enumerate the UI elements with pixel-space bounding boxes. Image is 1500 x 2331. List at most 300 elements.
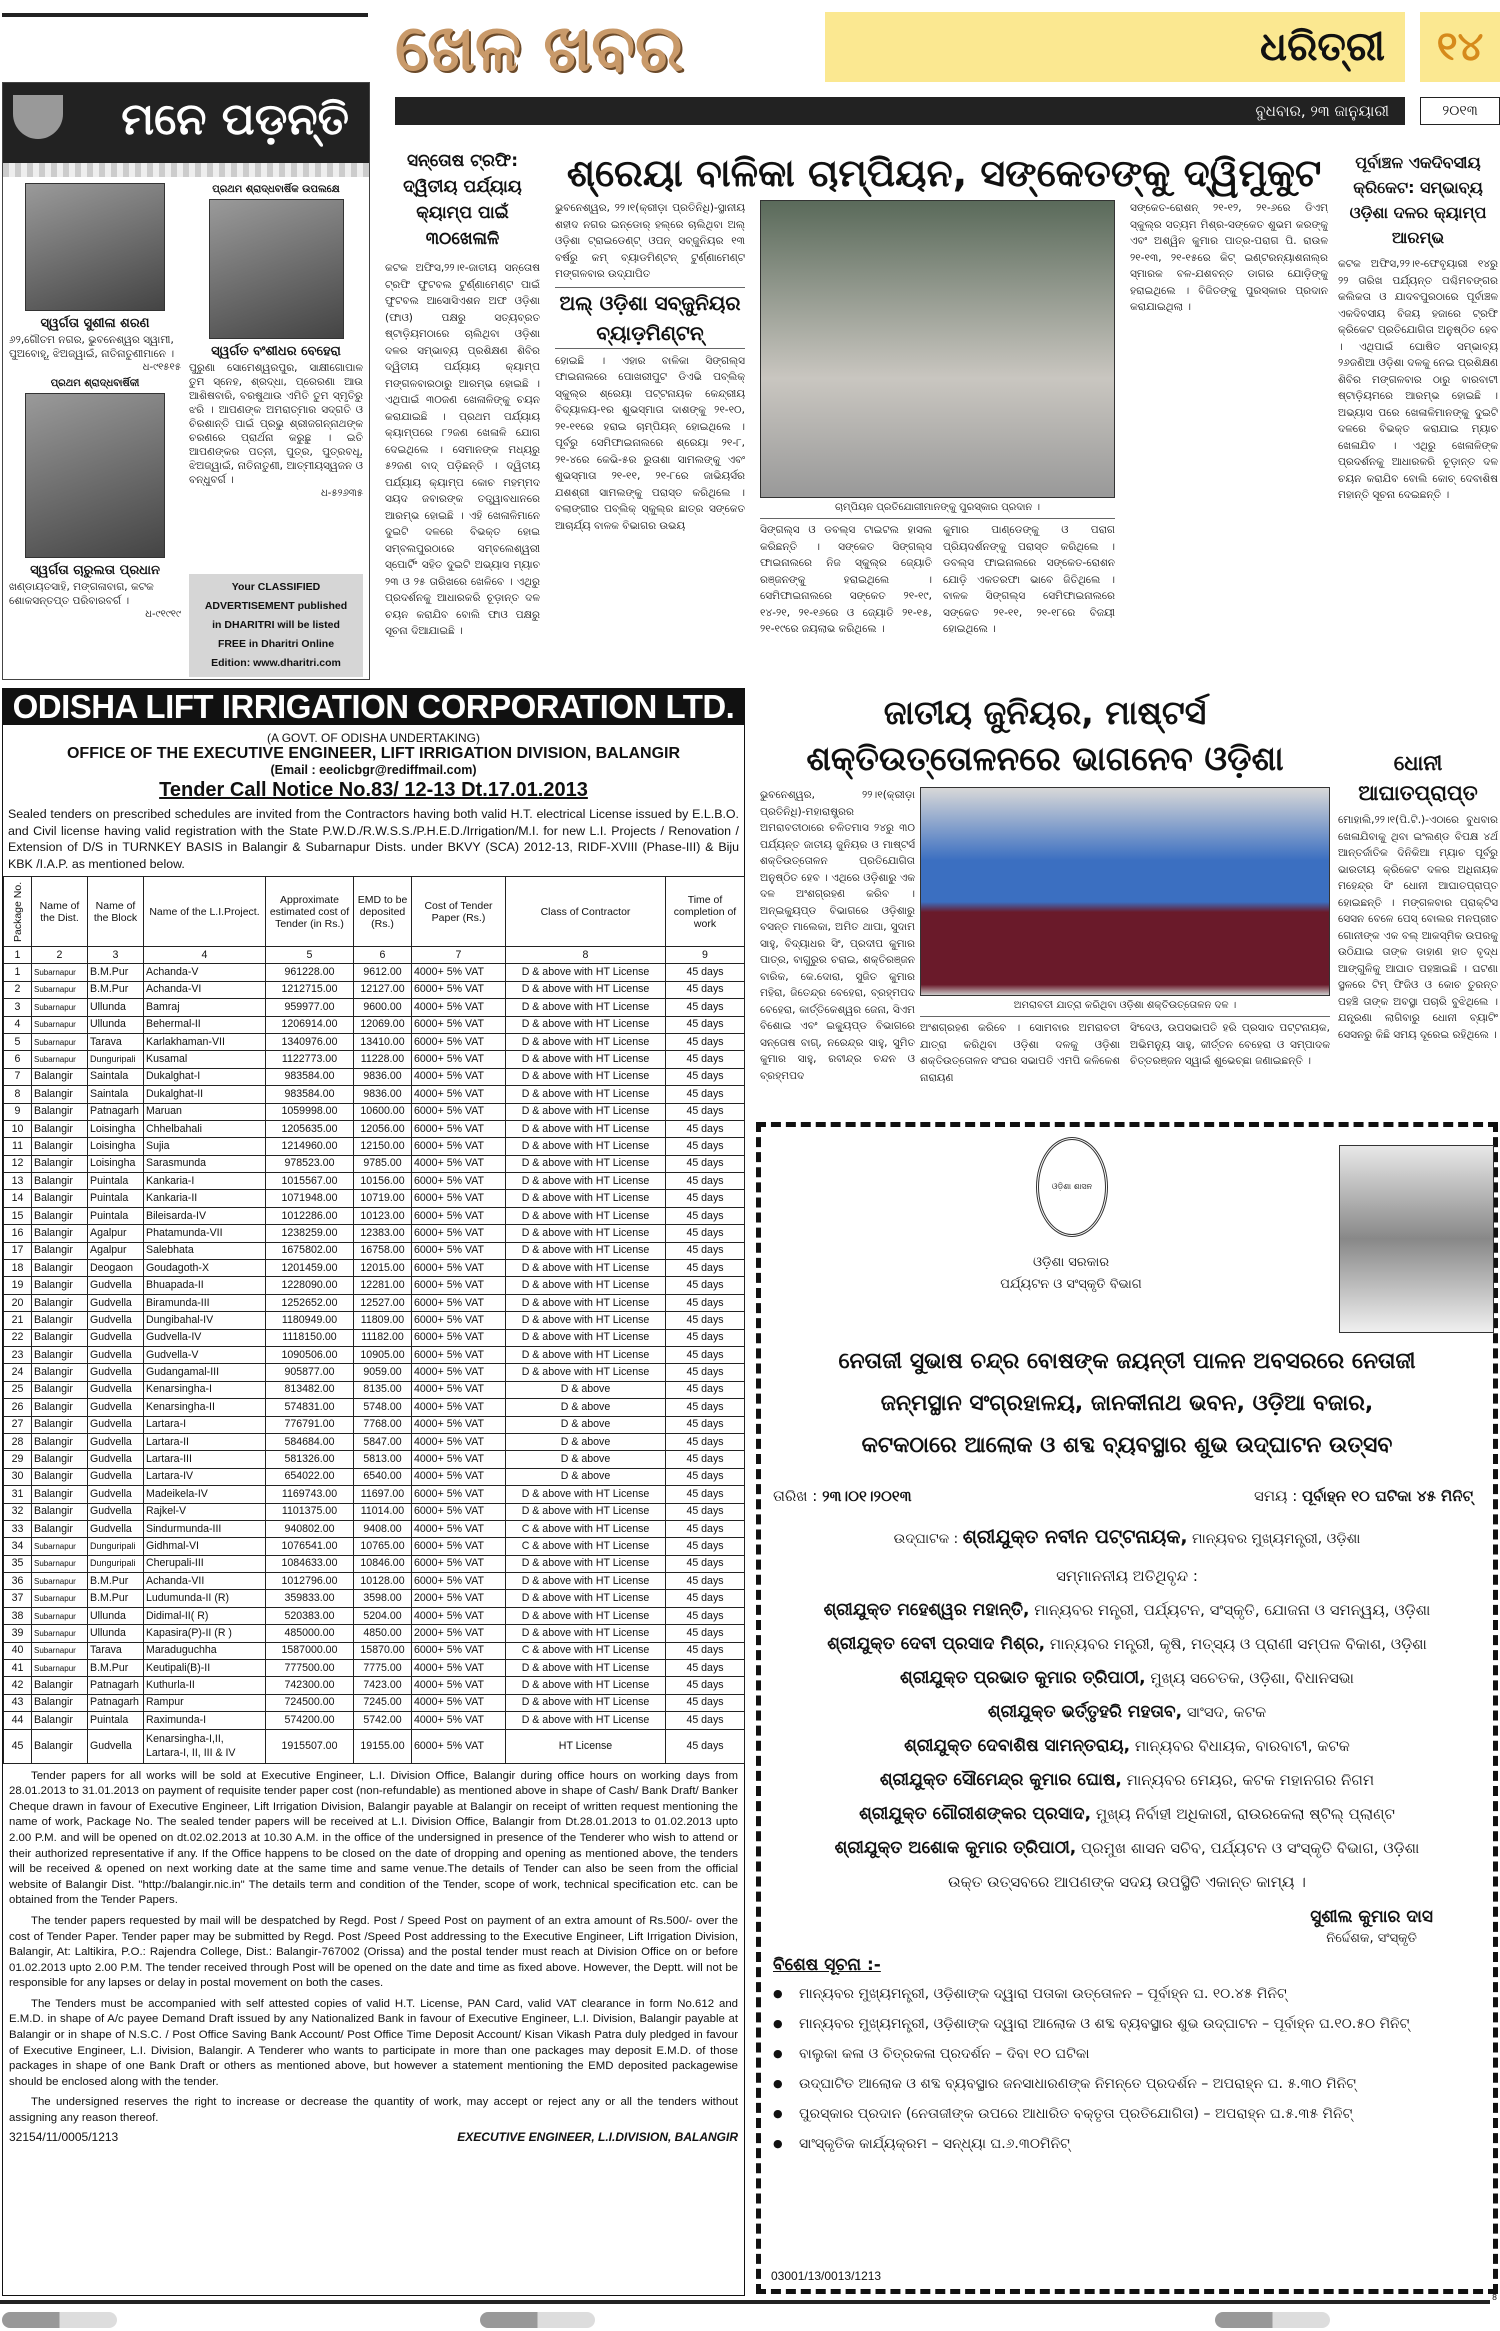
- table-cell: Saintala: [88, 1086, 144, 1103]
- table-cell: Kuthurla-II: [144, 1677, 266, 1694]
- table-cell: 45 days: [666, 1260, 745, 1277]
- rule: [2, 13, 368, 17]
- article-powerlifting-col: ସିଂଦେଓ, ଉପସଭାପତି ହରି ପ୍ରସାଦ ପଟ୍ଟନାୟକ, ଅଭିମନ୍ୟୁ ସାହୁ, କୀର୍ତ୍ତନ ବେହେରା ଓ ସମ୍ପାଦକ ଚିତ୍ତରଞ୍ଜନ ସ୍ୱାଇଁ ଶୁଭେଚ୍ଛା ଜଣାଇଛନ୍ତି ।: [1130, 1022, 1330, 1067]
- table-cell: Gudvella: [88, 1329, 144, 1346]
- headline-cricket-camp: ପୂର୍ବାଞ୍ଚଳ ଏକଦିବସୀୟ କ୍ରିକେଟ: ସମ୍ଭାବ୍ୟ ଓଡ଼ିଶା ଦଳର କ୍ୟାମ୍ପ ଆରମ୍ଭ: [1349, 153, 1487, 247]
- column-header: Class of Contractor: [506, 877, 666, 947]
- table-cell: Balangir: [32, 1486, 88, 1503]
- guest-name: ଶ୍ରୀଯୁକ୍ତ ପ୍ରଭାତ କୁମାର ତ୍ରିପାଠୀ,: [900, 1668, 1146, 1688]
- table-cell: Maraduguchha: [144, 1642, 266, 1659]
- table-cell: 45 days: [666, 1694, 745, 1711]
- table-row: [4, 1346, 745, 1363]
- table-cell: Agalpur: [88, 1225, 144, 1242]
- table-cell: Loisingha: [88, 1155, 144, 1172]
- guest-entry: [761, 1831, 1493, 1865]
- note-item: ● ମାନ୍ୟବର ମୁଖ୍ୟମନ୍ତ୍ରୀ, ଓଡ଼ିଶାଙ୍କ ଦ୍ୱାରା ପତାକା ଉତ୍ତୋଳନ – ପୂର୍ବାହ୍ନ ଘ. ୧୦.୪୫ ମିନିଟ୍: [765, 1979, 1485, 2009]
- table-cell: B.M.Pur: [88, 981, 144, 998]
- registration-mark: [480, 2312, 595, 2328]
- table-cell: 6000+ 5% VAT: [412, 1555, 506, 1572]
- table-cell: 6000+ 5% VAT: [412, 1294, 506, 1311]
- article-cricket-camp: କଟକ ଅଫିସ,୨୨।୧-ଫେବୃୟାରୀ ୧୪ରୁ ୨୨ ତାରିଖ ପର୍ଯ୍ୟନ୍ତ ପଶ୍ଚିମବଙ୍ଗର କଲିକତା ଓ ଯାଦବପୁରଠାରେ ପୂର୍ବାଞ୍ଚଳ ଏକଦିବସୀୟ ବିଜୟ ହଜାରେ ଟ୍ରଫି କ୍ରିକେଟ ପ୍ରତିଯୋଗିତା ଅନୁଷ୍ଠିତ ହେବ । ଏଥିପାଇଁ ଘୋଷିତ ସମ୍ଭାବ୍ୟ ୨୬ଜଣିଆ ଓଡ଼ିଶା ଦଳକୁ ନେଇ ପ୍ରଶିକ୍ଷଣ ଶିବିର ମଙ୍ଗଳବାର ଠାରୁ ବାରବାଟୀ ଷ୍ଟାଡ଼ିୟମରେ ଆରମ୍ଭ ହୋଇଛି । ଅଭ୍ୟାସ ପରେ ଖେଳାଳିମାନଙ୍କୁ ଦୁଇଟି ଦଳରେ ବିଭକ୍ତ କରାଯାଇ ମ୍ୟାଚ ଖେଳାଯିବ । ଏଥିରୁ ଖେଳାଳିଙ୍କ ପ୍ରଦର୍ଶନକୁ ଆଧାରକରି ଚୂଡ଼ାନ୍ତ ଦଳ ଚୟନ କରାଯିବ ବୋଲି କୋଚ୍ ଦେବାଶିଷ ମହାନ୍ତି ସୂଚନା ଦେଇଛନ୍ତି ।: [1338, 258, 1498, 501]
- table-cell: 26: [4, 1399, 32, 1416]
- obituary-text: ଖଣ୍ଡାୟତସାହି, ମଙ୍ଗଳାବାଗ, କଟକ ଶୋକସନ୍ତପ୍ତ ପରିବାରବର୍ଗ ।: [9, 581, 154, 607]
- table-cell: D & above with HT License: [506, 999, 666, 1016]
- table-cell: 1587000.00: [266, 1642, 354, 1659]
- table-cell: Kankaria-I: [144, 1173, 266, 1190]
- promo-line: ADVERTISEMENT published: [204, 600, 348, 612]
- table-cell: 22: [4, 1329, 32, 1346]
- tender-email: (Email : eeolicbgr@rediffmail.com): [270, 763, 477, 777]
- table-cell: 6000+ 5% VAT: [412, 1033, 506, 1050]
- table-cell: 4850.00: [354, 1625, 412, 1642]
- portrait-photo: [209, 199, 344, 339]
- guest-name: ଶ୍ରୀଯୁକ୍ତ ଗୌରୀଶଙ୍କର ପ୍ରସାଦ,: [859, 1804, 1092, 1824]
- table-cell: Ullunda: [88, 999, 144, 1016]
- table-cell: Achanda-VI: [144, 981, 266, 998]
- table-cell: 12069.00: [354, 1016, 412, 1033]
- event-title: ଜନ୍ମସ୍ଥାନ ସଂଗ୍ରହାଳୟ, ଜାନକୀନାଥ ଭବନ, ଓଡ଼ିଆ ବଜାର,: [880, 1391, 1374, 1416]
- table-row: [4, 1277, 745, 1294]
- table-row: [4, 1068, 745, 1085]
- table-cell: 6000+ 5% VAT: [412, 1729, 506, 1763]
- table-cell: 45 days: [666, 1207, 745, 1224]
- table-cell: 9408.00: [354, 1520, 412, 1537]
- guest-role: ମୁଖ୍ୟ ନିର୍ବାହୀ ଅଧିକାରୀ, ରାଉରକେଲା ଷ୍ଟିଲ୍ ପ୍ଲାଣ୍ଟ: [1095, 1805, 1395, 1823]
- table-cell: 29: [4, 1451, 32, 1468]
- table-cell: Subarnapur: [32, 1051, 88, 1068]
- portrait-photo: [25, 393, 165, 558]
- table-cell: 4000+ 5% VAT: [412, 1694, 506, 1711]
- table-cell: Gudvella-IV: [144, 1329, 266, 1346]
- tender-paragraph: The tender papers requested by mail will be despatched by Regd. Post / Speed Post on payment of an extra amount of Rs.500/- over the cost of Tender Paper. Tender paper may be submitted by Regd. Post /Speed Post addressing to the Executive Engineer, Lift Irrigation Division, Balangir, At: Laltikira, P.O.: Rajendra College, Dist.: Balangir-767002 (Orissa) and the postal tender must reach at Division Office on or before 01.02.2013 upto 2.00 P.M. The tender received through Post will be opened on the date and time as fixed above. However, the Deptt. will not be responsible for any lapses or delay in postal movement on both the cases.: [9, 1914, 738, 1990]
- article-powerlifting: ଭୁବନେଶ୍ୱର, ୨୨।୧(କ୍ରୀଡ଼ା ପ୍ରତିନିଧି)-ମହାରାଷ୍ଟ୍ରର ଅମରାବତୀଠାରେ ଚଳିତମାସ ୨୪ରୁ ୩୦ ପର୍ଯ୍ୟନ୍ତ ଜାତୀୟ ଜୁନିୟର ଓ ମାଷ୍ଟର୍ସ ଶକ୍ତିଉତ୍ତୋଳନ ପ୍ରତିଯୋଗିତା ଅନୁଷ୍ଠିତ ହେବ । ଏଥିରେ ଓଡ଼ିଶାରୁ ଏକ ଦଳ ଅଂଶଗ୍ରହଣ କରିବ । ଅନ୍‌ଇକ୍ୟୁପ୍‌ଡ ବିଭାଗରେ ଓଡ଼ିଶାରୁ ବସନ୍ତ ମାଲେକା, ଅମିତ ଥାପା, ସୁଦାମ ସାହୁ, ବିଦ୍ୟାଧର ସିଂ, ପ୍ରଦୀପ କୁମାର ପାତ୍ର, ବାଗୁରୁର ଚରାଇ, ଶକ୍ତିରଞ୍ଜନ ବାରିକ, କେ.ଦୋରା, ସୁଜିତ କୁମାର ମହିରା, ଜିତେନ୍ଦ୍ର ବେହେରା, ବ୍ରହ୍ମପଦ ବେହେରା, କାର୍ତ୍ତିକେଶ୍ୱର ଜେନା, ସିଏମ ବିଶୋଇ ଏବଂ ଇକ୍ୟୁପ୍‌ଡ ବିଭାଗରେ ସନ୍ତୋଷ ବାଗ୍, ନରେନ୍ଦ୍ର ସାହୁ, ସୁମିତ କୁମାର ସାହୁ, ରବୀନ୍ଦ୍ର ଚନ୍ଦନ ଓ ବ୍ରହ୍ମପଦ: [760, 789, 915, 1082]
- table-cell: Balangir: [32, 1416, 88, 1433]
- table-cell: 6540.00: [354, 1468, 412, 1485]
- tender-paragraph: The Tenders must be accompanied with self attested copies of valid H.T. License, PAN Card, valid VAT clearance in form No.612 and E.M.D. in shape of A/c payee Demand Draft issued by any Nationalized Bank in favour of Executive Engineer, L.I. Division, Balangir payable at Balangir or in shape of N.S.C. / Post Office Saving Bank Account/ Post Office Time Deposit Account/ Kisan Vikash Patra duly pledged in favour of Executive Engineer, L.I. Division, Balangir. A Tenderer who wants to participate in more than one packages may deposit E.M.D. of those packages in shape of one Bank Draft or others as mentioned above, but however a statement mentioning the EMD deposited packagewise should be enclosed along with the tender.: [9, 1997, 738, 2088]
- table-cell: Ullunda: [88, 1607, 144, 1624]
- table-cell: Maruan: [144, 1103, 266, 1120]
- table-cell: Gudvella: [88, 1364, 144, 1381]
- tender-office: OFFICE OF THE EXECUTIVE ENGINEER, LIFT IRRIGATION DIVISION, BALANGIR: [66, 745, 681, 762]
- table-row: [4, 981, 745, 998]
- table-cell: 6000+ 5% VAT: [412, 1260, 506, 1277]
- table-cell: 6000+ 5% VAT: [412, 1016, 506, 1033]
- column-header: Name of the L.I.Project.: [144, 877, 266, 947]
- table-cell: D & above: [506, 1416, 666, 1433]
- lamp-icon: [13, 95, 63, 139]
- table-cell: Balangir: [32, 1120, 88, 1137]
- guest-role: ମାନ୍ୟବର ମେୟର, କଟକ ମହାନଗର ନିଗମ: [1126, 1771, 1375, 1789]
- table-cell: 6000+ 5% VAT: [412, 1173, 506, 1190]
- table-cell: 45 days: [666, 1225, 745, 1242]
- table-cell: D & above with HT License: [506, 1364, 666, 1381]
- table-cell: 19: [4, 1277, 32, 1294]
- table-cell: Subarnapur: [32, 1625, 88, 1642]
- table-cell: Subarnapur: [32, 964, 88, 981]
- deceased-name: ସ୍ୱର୍ଗତା ଚାରୁଲତା ପ୍ରଧାନ: [30, 563, 160, 578]
- guests-label: ସମ୍ମାନନୀୟ ଅତିଥିବୃନ୍ଦ :: [1056, 1567, 1198, 1585]
- ad-code: ଧ-୯୧୯୧୯: [145, 609, 181, 620]
- table-cell: 6000+ 5% VAT: [412, 1329, 506, 1346]
- table-cell: 776791.00: [266, 1416, 354, 1433]
- table-cell: Gudvella: [88, 1486, 144, 1503]
- table-cell: D & above with HT License: [506, 1173, 666, 1190]
- table-cell: Gudvella: [88, 1277, 144, 1294]
- table-cell: 43: [4, 1694, 32, 1711]
- anniversary-label: ପ୍ରଥମ ଶ୍ରାଦ୍ଧବାର୍ଷିକ ଉପଲକ୍ଷେ: [212, 184, 340, 195]
- guest-role: ସାଂସଦ, କଟକ: [1186, 1703, 1267, 1721]
- table-cell: C & above with HT License: [506, 1642, 666, 1659]
- table-row: [4, 1120, 745, 1137]
- table-cell: D & above with HT License: [506, 1312, 666, 1329]
- table-row: [4, 1590, 745, 1607]
- table-cell: Balangir: [32, 1242, 88, 1259]
- table-cell: 45 days: [666, 1503, 745, 1520]
- table-cell: 961228.00: [266, 964, 354, 981]
- table-cell: 4000+ 5% VAT: [412, 1677, 506, 1694]
- table-cell: 11809.00: [354, 1312, 412, 1329]
- promo-line: Your CLASSIFIED: [231, 581, 321, 593]
- table-cell: 12383.00: [354, 1225, 412, 1242]
- table-cell: 4000+ 5% VAT: [412, 1607, 506, 1624]
- table-cell: Dunguripali: [88, 1051, 144, 1068]
- table-cell: Balangir: [32, 1277, 88, 1294]
- table-cell: 1071948.00: [266, 1190, 354, 1207]
- table-cell: Puintala: [88, 1207, 144, 1224]
- promo-line: Edition: www.dharitri.com: [211, 657, 341, 669]
- table-cell: 45 days: [666, 1033, 745, 1050]
- table-cell: D & above with HT License: [506, 1138, 666, 1155]
- tender-code: 32154/11/0005/1213: [9, 2129, 119, 2144]
- table-row: [4, 1555, 745, 1572]
- table-cell: 39: [4, 1625, 32, 1642]
- column-header: Approximate estimated cost of Tender (in Rs.): [266, 877, 354, 947]
- table-cell: 42: [4, 1677, 32, 1694]
- table-cell: 7423.00: [354, 1677, 412, 1694]
- table-cell: Loisingha: [88, 1120, 144, 1137]
- flower-border: [3, 163, 369, 177]
- table-cell: 10600.00: [354, 1103, 412, 1120]
- table-cell: 45 days: [666, 964, 745, 981]
- table-cell: 4000+ 5% VAT: [412, 1451, 506, 1468]
- table-cell: 1169743.00: [266, 1486, 354, 1503]
- table-cell: 38: [4, 1607, 32, 1624]
- article-badminton-col: ସିଙ୍ଗଲ୍ସ ଓ ଡବଲ୍ସ ଟାଇଟଲ ହାସଲ କରିଛନ୍ତି । ସଙ୍କେତ ସିଙ୍ଗଲ୍ସ ଫାଇନାଲରେ ନିଜ ସ୍କୁଲ୍‌ର ଜ୍ୟୋତି ରଞ୍ଜନଙ୍କୁ ହରାଇଥିଲେ । ସେମିଫାଇନାଲରେ ସଙ୍କେତ ୨୧-୧୯, ୧୪-୨୧, ୨୧-୧୬ରେ ଓ ଜ୍ୟୋତି ୨୧-୧୫, ୨୧-୧୯ରେ ଜୟଲାଭ କରିଥିଲେ ।: [760, 524, 932, 635]
- table-cell: 45 days: [666, 1155, 745, 1172]
- column-number: 6: [354, 947, 412, 964]
- table-cell: 45 days: [666, 1312, 745, 1329]
- guest-name: ଶ୍ରୀଯୁକ୍ତ ଦେବାଶିଷ ସାମନ୍ତରାୟ,: [904, 1736, 1131, 1756]
- article-badminton-col: କୁମାର ପାଣ୍ଡେଙ୍କୁ ଓ ପରାଗ ପ୍ରିୟଦର୍ଶନଙ୍କୁ ପରାସ୍ତ କରିଥିଲେ । ଡବଲ୍ସ ଫାଇନାଲରେ ସଙ୍କେତ-ରୋଶନ ଯୋଡ଼ି ଏକତରଫା ଭାବେ ଜିତିଥିଲେ । ବାଳକ ସିଙ୍ଗଲ୍ସ ସେମିଫାଇନାଲରେ ସଙ୍କେତ ୨୧-୧୧, ୨୧-୧୮ରେ ବିଜୟୀ ହୋଇଥିଲେ ।: [943, 524, 1115, 635]
- table-cell: 45 days: [666, 1555, 745, 1572]
- column-header: Name of the Block: [88, 877, 144, 947]
- table-cell: 1122773.00: [266, 1051, 354, 1068]
- table-cell: 6000+ 5% VAT: [412, 1312, 506, 1329]
- table-cell: Loisingha: [88, 1138, 144, 1155]
- table-cell: Balangir: [32, 1155, 88, 1172]
- table-cell: D & above with HT License: [506, 1086, 666, 1103]
- table-cell: 45 days: [666, 1677, 745, 1694]
- table-cell: 7: [4, 1068, 32, 1085]
- event-title: ନେତାଜୀ ସୁଭାଷ ଚନ୍ଦ୍ର ବୋଷଙ୍କ ଜୟନ୍ତୀ ପାଳନ ଅବସରରେ ନେତାଜୀ: [838, 1349, 1416, 1374]
- table-row: [4, 1225, 745, 1242]
- guest-name: ଶ୍ରୀଯୁକ୍ତ ସୌମେନ୍ଦ୍ର କୁମାର ଘୋଷ,: [879, 1770, 1122, 1790]
- table-cell: Saintala: [88, 1068, 144, 1085]
- table-cell: 41: [4, 1660, 32, 1677]
- table-cell: 10123.00: [354, 1207, 412, 1224]
- table-cell: Didimal-II( R): [144, 1607, 266, 1624]
- table-cell: Balangir: [32, 1207, 88, 1224]
- table-cell: Subarnapur: [32, 1642, 88, 1659]
- table-row: [4, 1712, 745, 1729]
- table-cell: Balangir: [32, 1503, 88, 1520]
- table-row: [4, 1329, 745, 1346]
- table-cell: D & above with HT License: [506, 1155, 666, 1172]
- note-item: ● ମାନ୍ୟବର ମୁଖ୍ୟମନ୍ତ୍ରୀ, ଓଡ଼ିଶାଙ୍କ ଦ୍ୱାରା ଆଲୋକ ଓ ଶବ୍ଦ ବ୍ୟବସ୍ଥାର ଶୁଭ ଉଦ୍‌ଘାଟନ – ପୂର୍ବାହ୍ନ ଘ.୧୦.୫୦ ମିନିଟ୍: [765, 2009, 1485, 2039]
- table-cell: 9600.00: [354, 999, 412, 1016]
- table-cell: D & above with HT License: [506, 1346, 666, 1363]
- table-row: [4, 1538, 745, 1555]
- table-cell: 4000+ 5% VAT: [412, 1399, 506, 1416]
- table-cell: 4000+ 5% VAT: [412, 1155, 506, 1172]
- table-cell: D & above with HT License: [506, 1486, 666, 1503]
- table-cell: 45 days: [666, 1120, 745, 1137]
- guest-role: ମୁଖ୍ୟ ସଚେତକ, ଓଡ଼ିଶା, ବିଧାନସଭା: [1150, 1669, 1354, 1687]
- table-cell: 1012796.00: [266, 1573, 354, 1590]
- table-cell: B.M.Pur: [88, 1660, 144, 1677]
- table-cell: 35: [4, 1555, 32, 1572]
- table-cell: Balangir: [32, 1364, 88, 1381]
- table-cell: 5748.00: [354, 1399, 412, 1416]
- table-cell: D & above with HT License: [506, 1573, 666, 1590]
- table-cell: 3598.00: [354, 1590, 412, 1607]
- table-cell: 6000+ 5% VAT: [412, 1190, 506, 1207]
- table-cell: 11: [4, 1138, 32, 1155]
- table-row: [4, 1573, 745, 1590]
- event-title: କଟକଠାରେ ଆଲୋକ ଓ ଶବ୍ଦ ବ୍ୟବସ୍ଥାର ଶୁଭ ଉଦ୍‌ଘାଟନ ଉତ୍ସବ: [861, 1433, 1393, 1458]
- registration-mark: [2, 2312, 117, 2328]
- table-cell: 44: [4, 1712, 32, 1729]
- table-cell: Subarnapur: [32, 999, 88, 1016]
- table-cell: 654022.00: [266, 1468, 354, 1485]
- table-cell: 4000+ 5% VAT: [412, 1068, 506, 1085]
- table-cell: Dukalghat-I: [144, 1068, 266, 1085]
- table-cell: Dunguripali: [88, 1538, 144, 1555]
- table-cell: 10: [4, 1120, 32, 1137]
- table-cell: Subarnapur: [32, 1660, 88, 1677]
- table-cell: 2000+ 5% VAT: [412, 1590, 506, 1607]
- table-cell: 905877.00: [266, 1364, 354, 1381]
- table-row: [4, 1103, 745, 1120]
- table-cell: 18: [4, 1260, 32, 1277]
- registration-mark: [1215, 2312, 1330, 2328]
- table-cell: 9836.00: [354, 1068, 412, 1085]
- guest-entry: [761, 1729, 1493, 1763]
- table-row: [4, 1607, 745, 1624]
- subheadline-badminton: ଅଲ୍ ଓଡ଼ିଶା ସବ୍‌ଜୁନିୟର ବ୍ୟାଡ଼ମିଣ୍ଟନ୍: [555, 287, 745, 349]
- table-cell: 45 days: [666, 1294, 745, 1311]
- event-date: ତାରିଖ : ୨୩।୦୧।୨୦୧୩: [773, 1487, 912, 1505]
- table-cell: Balangir: [32, 1712, 88, 1729]
- guest-name: ଶ୍ରୀଯୁକ୍ତ ଦେବୀ ପ୍ରସାଦ ମିଶ୍ର,: [827, 1634, 1046, 1654]
- column-number: 9: [666, 947, 745, 964]
- table-cell: Phatamunda-VII: [144, 1225, 266, 1242]
- guest-role: ମାନ୍ୟବର ମନ୍ତ୍ରୀ, କୃଷି, ମତ୍ସ୍ୟ ଓ ପ୍ରାଣୀ ସମ୍ପଳ ବିକାଶ, ଓଡ଼ିଶା: [1049, 1635, 1427, 1653]
- table-cell: Balangir: [32, 1433, 88, 1450]
- table-cell: 4000+ 5% VAT: [412, 1712, 506, 1729]
- table-cell: Subarnapur: [32, 1555, 88, 1572]
- table-cell: Tarava: [88, 1642, 144, 1659]
- table-cell: Gudvella: [88, 1433, 144, 1450]
- table-cell: 959977.00: [266, 999, 354, 1016]
- table-cell: 4000+ 5% VAT: [412, 1660, 506, 1677]
- table-cell: Cherupali-III: [144, 1555, 266, 1572]
- table-cell: C & above with HT License: [506, 1538, 666, 1555]
- table-cell: Achanda-V: [144, 964, 266, 981]
- table-cell: Bamraj: [144, 999, 266, 1016]
- table-cell: Kusamal: [144, 1051, 266, 1068]
- table-cell: Gudvella: [88, 1381, 144, 1398]
- table-cell: Balangir: [32, 1190, 88, 1207]
- table-cell: Bhuapada-II: [144, 1277, 266, 1294]
- story-santosh-trophy: [385, 148, 540, 680]
- guest-entry: [761, 1695, 1493, 1729]
- table-cell: 6000+ 5% VAT: [412, 1573, 506, 1590]
- year: ୨୦୧୩: [1420, 97, 1500, 125]
- table-row: [4, 1677, 745, 1694]
- table-cell: 45 days: [666, 1068, 745, 1085]
- table-cell: 45 days: [666, 1712, 745, 1729]
- table-cell: 6000+ 5% VAT: [412, 1051, 506, 1068]
- govt-name: ଓଡ଼ିଶା ସରକାର: [1032, 1255, 1110, 1270]
- table-cell: D & above with HT License: [506, 1555, 666, 1572]
- table-cell: 4000+ 5% VAT: [412, 1433, 506, 1450]
- table-cell: Kankaria-II: [144, 1190, 266, 1207]
- article-badminton-intro: ଭୁବନେଶ୍ୱର, ୨୨।୧(କ୍ରୀଡ଼ା ପ୍ରତିନିଧି)-ସ୍ଥାନୀୟ ଶହୀଦ ନଗର ଇନ୍‌ଡୋର୍ ହଲ୍‌ରେ ଚାଲିଥିବା ଅଲ୍ ଓଡ଼ିଶା ଟ୍ରାଇଡେଣ୍ଟ୍ ଓପନ୍ ସବ୍‌ଜୁନିୟର ୧୩ ବର୍ଷରୁ କମ୍ ବ୍ୟାଡମିଣ୍ଟନ୍ ଟୁର୍ଣ୍ଣାମେଣ୍ଟ ମଙ୍ଗଳବାର ଉଦ୍‌ଯାପିତ: [555, 202, 745, 280]
- table-cell: 1012286.00: [266, 1207, 354, 1224]
- table-cell: D & above with HT License: [506, 981, 666, 998]
- table-cell: Goudagoth-X: [144, 1260, 266, 1277]
- tender-signature: EXECUTIVE ENGINEER, L.I.DIVISION, BALANGIR: [457, 2129, 738, 2144]
- table-cell: Balangir: [32, 1225, 88, 1242]
- table-cell: Balangir: [32, 1086, 88, 1103]
- table-cell: Kenarsingha-II: [144, 1399, 266, 1416]
- table-cell: Gudvella: [88, 1729, 144, 1763]
- table-row: [4, 1433, 745, 1450]
- photo-caption: ଚାମ୍ପିୟନ ପ୍ରତିଯୋଗୀମାନଙ୍କୁ ପୁରସ୍କାର ପ୍ରଦାନ ।: [760, 498, 1115, 519]
- table-cell: 581326.00: [266, 1451, 354, 1468]
- table-cell: 12281.00: [354, 1277, 412, 1294]
- department-name: ପର୍ଯ୍ୟଟନ ଓ ସଂସ୍କୃତି ବିଭାଗ: [1000, 1277, 1142, 1292]
- table-cell: 31: [4, 1486, 32, 1503]
- table-cell: 45 days: [666, 1433, 745, 1450]
- table-cell: D & above with HT License: [506, 1103, 666, 1120]
- table-cell: 520383.00: [266, 1607, 354, 1624]
- table-cell: 9059.00: [354, 1364, 412, 1381]
- table-cell: 1915507.00: [266, 1729, 354, 1763]
- table-row: [4, 1173, 745, 1190]
- guest-entry: [761, 1627, 1493, 1661]
- article-dhoni: ମୋହାଲି,୨୨।୧(ପି.ଟି.)-ଏଠାରେ ବୁଧବାର ଖେଳାଯିବାକୁ ଥିବା ଇଂଲଣ୍ଡ ବିପକ୍ଷ ୪ର୍ଥ ଆନ୍ତର୍ଜାତିକ ଦିନିକିଆ ମ୍ୟାଚ ପୂର୍ବରୁ ଭାରତୀୟ କ୍ରିକେଟ ଦଳର ଅଧିନାୟକ ମହେନ୍ଦ୍ର ସିଂ ଧୋନୀ ଆଘାତପ୍ରାପ୍ତ ହୋଇଛନ୍ତି । ମଙ୍ଗଳବାର ପ୍ରାକ୍ଟିସ ସେସନ ବେଳେ ପେସ୍ ବୋଲର ମନପ୍ରୀତ ଗୋନୀଙ୍କ ଏକ ବଲ୍ ଆକସ୍ମିକ ଉପରକୁ ଉଠିଯାଇ ତାଙ୍କ ଡାହାଣ ହାତ ବୃଦ୍ଧ ଆଙ୍ଗୁଳିକୁ ଆଘାତ ପହଞ୍ଚାଇଛି । ଘଟଣା ସ୍ଥଳରେ ଟିମ୍ ଫିଜିଓ ଓ କୋଚ ତୁରନ୍ତ ପହଞ୍ଚି ତାଙ୍କ ଅବସ୍ଥା ପଚାରି ବୁଝିଥିଲେ । ଯନ୍ତ୍ରଣା ଲାଗିବାରୁ ଧୋନୀ ବ୍ୟାଟିଂ ସେସନରୁ କିଛି ସମୟ ଦୂରେଇ ରହିଥିଲେ ।: [1338, 814, 1498, 1041]
- guest-role: ମାନ୍ୟବର ବିଧାୟକ, ବାରବାଟୀ, କଟକ: [1134, 1737, 1350, 1755]
- table-cell: 574200.00: [266, 1712, 354, 1729]
- table-cell: Rajkel-V: [144, 1503, 266, 1520]
- table-cell: 12015.00: [354, 1260, 412, 1277]
- table-cell: 45 days: [666, 1381, 745, 1398]
- column-number: 3: [88, 947, 144, 964]
- column-number: 4: [144, 947, 266, 964]
- table-cell: 20: [4, 1294, 32, 1311]
- table-cell: D & above with HT License: [506, 1329, 666, 1346]
- headline-dhoni: ଧୋନୀ ଆଘାତପ୍ରାପ୍ତ: [1358, 751, 1478, 805]
- badminton-winners-photo: [760, 200, 1115, 498]
- obituary-left-column: [9, 183, 181, 677]
- date-bar: ବୁଧବାର, ୨୩ ଜାନୁୟାରୀ: [395, 97, 1405, 125]
- table-cell: 5204.00: [354, 1607, 412, 1624]
- table-cell: 45 days: [666, 1242, 745, 1259]
- column-number: 5: [266, 947, 354, 964]
- table-cell: 813482.00: [266, 1381, 354, 1398]
- table-cell: D & above with HT License: [506, 1590, 666, 1607]
- table-cell: Gudangamal-III: [144, 1364, 266, 1381]
- footer-rule: [0, 2300, 1490, 2304]
- table-cell: 10719.00: [354, 1190, 412, 1207]
- table-cell: Balangir: [32, 1451, 88, 1468]
- table-cell: 9785.00: [354, 1155, 412, 1172]
- table-cell: 1340976.00: [266, 1033, 354, 1050]
- table-cell: Balangir: [32, 1329, 88, 1346]
- table-cell: 5: [4, 1033, 32, 1050]
- table-cell: Balangir: [32, 1381, 88, 1398]
- table-cell: 45 days: [666, 1590, 745, 1607]
- table-cell: Sindurmunda-III: [144, 1520, 266, 1537]
- portrait-photo: [25, 183, 165, 311]
- table-cell: 4: [4, 1016, 32, 1033]
- table-cell: Biramunda-III: [144, 1294, 266, 1311]
- table-cell: D & above with HT License: [506, 1016, 666, 1033]
- table-cell: Balangir: [32, 1729, 88, 1763]
- guest-entry: [761, 1763, 1493, 1797]
- obituary-text: ୬୨,ଗୌତମ ନଗର, ଭୁବନେଶ୍ୱର ସ୍ୱାମୀ, ପୁଅବୋହୂ, ଝିଅଜ୍ୱାଇଁ, ନାତିନାତୁଣୀମାନେ ।: [9, 334, 175, 360]
- guest-entry: [761, 1661, 1493, 1695]
- promo-line: in DHARITRI will be listed: [212, 619, 340, 631]
- guest-entry: [761, 1593, 1493, 1627]
- table-cell: D & above with HT License: [506, 1694, 666, 1711]
- table-cell: Balangir: [32, 1468, 88, 1485]
- table-cell: 724500.00: [266, 1694, 354, 1711]
- table-cell: 940802.00: [266, 1520, 354, 1537]
- table-cell: 1090506.00: [266, 1346, 354, 1363]
- table-cell: 2000+ 5% VAT: [412, 1625, 506, 1642]
- tender-org: ODISHA LIFT IRRIGATION CORPORATION LTD.: [3, 689, 744, 725]
- guest-role: ପ୍ରମୁଖ ଶାସନ ସଚିବ, ପର୍ଯ୍ୟଟନ ଓ ସଂସ୍କୃତି ବିଭାଗ, ଓଡ଼ିଶା: [1081, 1839, 1420, 1857]
- table-cell: 1252652.00: [266, 1294, 354, 1311]
- headline-santosh-trophy: ସନ୍ତୋଷ ଟ୍ରଫି: ଦ୍ୱିତୀୟ ପର୍ଯ୍ୟାୟ କ୍ୟାମ୍ପ ପାଇଁ ୩୦ଖେଳାଳି: [403, 151, 522, 249]
- table-cell: 45 days: [666, 1538, 745, 1555]
- table-cell: 6000+ 5% VAT: [412, 1120, 506, 1137]
- table-cell: 45 days: [666, 1573, 745, 1590]
- table-cell: Balangir: [32, 1173, 88, 1190]
- table-cell: 9836.00: [354, 1086, 412, 1103]
- tender-table: [3, 876, 745, 1764]
- promo-line: FREE in Dharitri Online: [217, 638, 335, 650]
- ad-body: [761, 1341, 1493, 2289]
- chief-minister-photo: [1339, 1145, 1494, 1333]
- column-number: 1: [4, 947, 32, 964]
- table-cell: 13: [4, 1173, 32, 1190]
- table-cell: D & above: [506, 1433, 666, 1450]
- obituary-box: [2, 82, 370, 680]
